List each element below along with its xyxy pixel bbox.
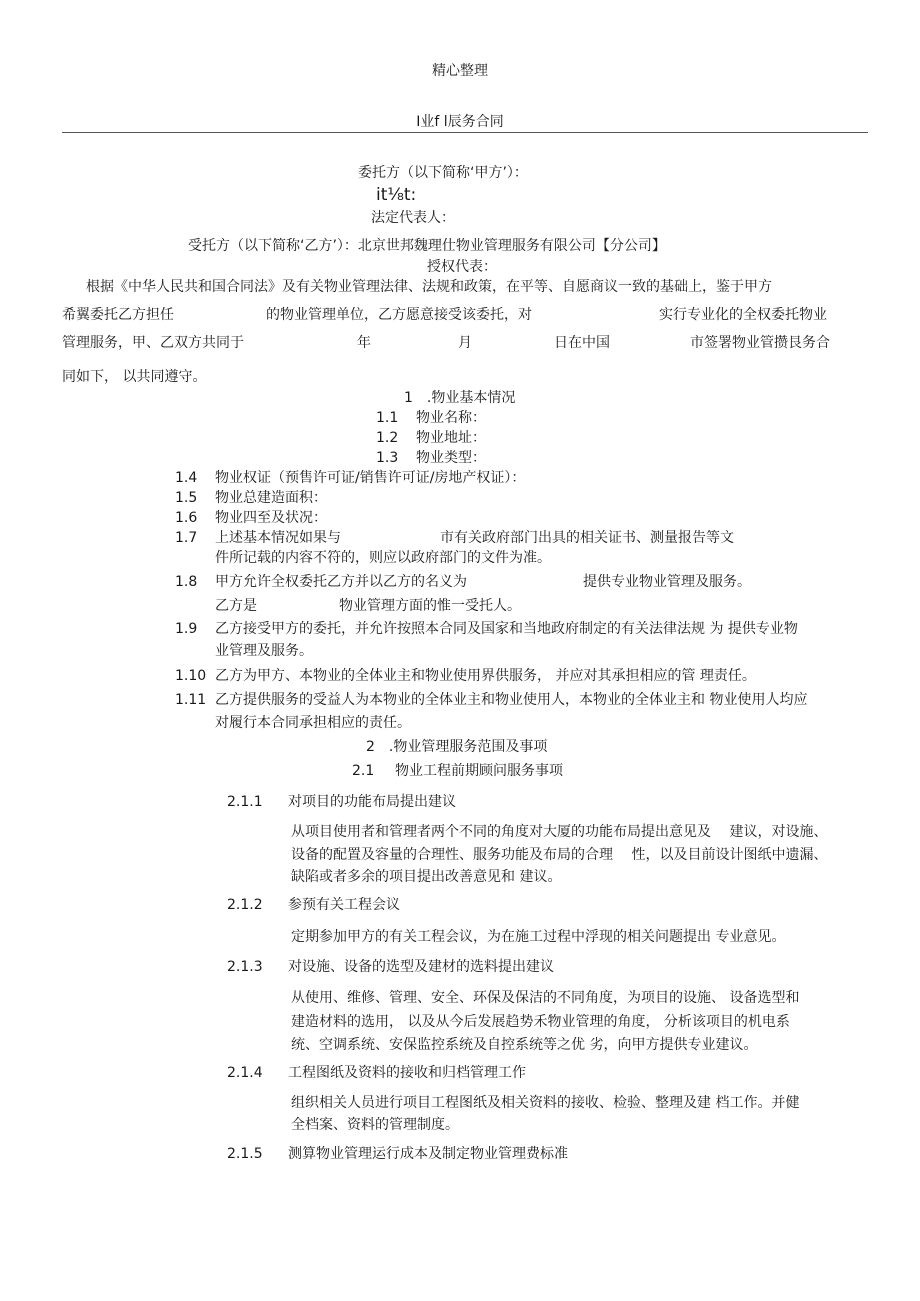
clause-body-line: 设备的配置及容量的合理性、服务功能及布局的合理 性，以及目前设计图纸中遗漏、 [291, 847, 828, 863]
clause-title: 参预有关工程会议 [288, 897, 400, 913]
item-text: 物业地址： [416, 430, 486, 446]
preamble-year: 年 [357, 335, 371, 351]
clause-body-line: 缺陷或者多余的项目提出改善意见和 建议。 [291, 869, 562, 885]
subsection-number: 2.1 [352, 763, 375, 779]
subsection-title: 物业工程前期顾问服务事项 [395, 763, 563, 779]
item-text: 物业管理方面的惟一受托人。 [339, 598, 521, 614]
item-text: 提供专业物业管理及服务。 [583, 574, 751, 590]
preamble-line-2b: 的物业管理单位，乙方愿意接受该委托，对 [266, 307, 532, 323]
item-text: 市有关政府部门出具的相关证书、测量报告等文 [440, 530, 734, 546]
item-number: 1.7 [175, 530, 198, 546]
clause-body-line: 组织相关人员进行项目工程图纸及相关资料的接收、检验、整理及建 档工作。并健 [291, 1095, 800, 1111]
clause-title: 工程图纸及资料的接收和归档管理工作 [288, 1065, 526, 1081]
clause-number: 2.1.5 [227, 1146, 263, 1162]
clause-title: 对项目的功能布局提出建议 [288, 794, 456, 810]
clause-title: 对设施、设备的选型及建材的选料提出建议 [288, 959, 554, 975]
clause-body-line: 统、空调系统、安保监控系统及自控系统等之优 劣，向甲方提供专业建议。 [291, 1037, 758, 1053]
preamble-line-2a: 希翼委托乙方担任 [62, 307, 174, 323]
preamble-line-3d: 日在中国 [554, 335, 610, 351]
preamble-line-1: 根据《中华人民共和国合同法》及有关物业管理法律、法规和政策，在平等、自愿商议一致的基础上，鉴于甲方 [86, 279, 772, 295]
item-text: 物业权证（预售许可证/销售许可证/房地产权证）： [215, 470, 526, 486]
clause-number: 2.1.1 [227, 794, 263, 810]
item-text: 对履行本合同承担相应的责任。 [215, 715, 411, 731]
item-number: 1.1 [376, 410, 399, 426]
item-number: 1.9 [175, 621, 198, 637]
item-text: 乙方是 [215, 598, 257, 614]
preamble-line-3a: 管理服务，甲、乙双方共同于 [62, 335, 244, 351]
item-text: 上述基本情况如果与 [215, 530, 341, 546]
item-number: 1.2 [376, 430, 399, 446]
item-text: 乙方接受甲方的委托，并允许按照本合同及国家和当地政府制定的有关法律法规 为 提供专业物 [215, 621, 798, 637]
item-text: 乙方提供服务的受益人为本物业的全体业主和物业使用人，本物业的全体业主和 物业使用人均应 [215, 692, 808, 708]
item-number: 1.4 [175, 470, 198, 486]
address-line: it⅛t: [376, 185, 417, 205]
item-text: 乙方为甲方、本物业的全体业主和物业使用界供服务， 并应对其承担相应的管 理责任。 [215, 668, 756, 684]
item-number: 1.3 [376, 450, 399, 466]
preamble-month: 月 [458, 335, 472, 351]
item-text: 业管理及服务。 [215, 643, 313, 659]
item-number: 1.8 [175, 574, 198, 590]
preamble-line-4: 同如下， 以共同遵守。 [62, 369, 207, 385]
item-text: 物业总建造面积： [215, 490, 327, 506]
clause-number: 2.1.4 [227, 1065, 263, 1081]
item-number: 1.11 [175, 692, 207, 708]
clause-number: 2.1.2 [227, 897, 263, 913]
title-divider [62, 132, 868, 133]
clause-body-line: 从使用、维修、管理、安全、环保及保洁的不同角度，为项目的设施、 设备选型和 [291, 990, 800, 1006]
section-1-heading: 1 .物业基本情况 [404, 390, 516, 406]
clause-number: 2.1.3 [227, 959, 263, 975]
item-number: 1.6 [175, 510, 198, 526]
item-text: 物业名称： [416, 410, 486, 426]
entrusted-party-line: 受托方（以下简称‘乙方’）：北京世邦魏理仕物业管理服务有限公司【分公司】 [188, 238, 666, 254]
authorized-rep-line: 授权代表： [427, 259, 497, 275]
clause-body-line: 建造材料的选用， 以及从今后发展趋势禾物业管理的角度， 分析该项目的机电系 [291, 1014, 790, 1030]
entrusting-party-line: 委托方（以下简称‘甲方’）： [358, 165, 528, 181]
contract-title: I业f l辰务合同 [416, 114, 504, 130]
item-text: 件所记载的内容不符的，则应以政府部门的文件为准。 [215, 550, 551, 566]
clause-title: 测算物业管理运行成本及制定物业管理费标准 [288, 1146, 568, 1162]
clause-body-line: 从项目使用者和管理者两个不同的角度对大厦的功能布局提出意见及 建议，对设施、 [291, 824, 828, 840]
item-text: 甲方允许全权委托乙方并以乙方的名义为 [215, 574, 467, 590]
legal-rep-line: 法定代表人： [371, 210, 455, 226]
section-2-heading: 2 .物业管理服务范围及事项 [366, 739, 548, 755]
item-text: 物业类型： [416, 450, 486, 466]
item-number: 1.5 [175, 490, 198, 506]
item-text: 物业四至及状况： [215, 510, 327, 526]
preamble-line-3e: 市签署物业管攒艮务合 [690, 335, 830, 351]
clause-body-line: 定期参加甲方的有关工程会议，为在施工过程中浮现的相关问题提出 专业意见。 [291, 929, 786, 945]
item-number: 1.10 [175, 668, 207, 684]
preamble-line-2c: 实行专业化的全权委托物业 [659, 307, 827, 323]
page-header-title: 精心整理 [432, 63, 488, 79]
clause-body-line: 全档案、资料的管理制度。 [291, 1117, 459, 1133]
